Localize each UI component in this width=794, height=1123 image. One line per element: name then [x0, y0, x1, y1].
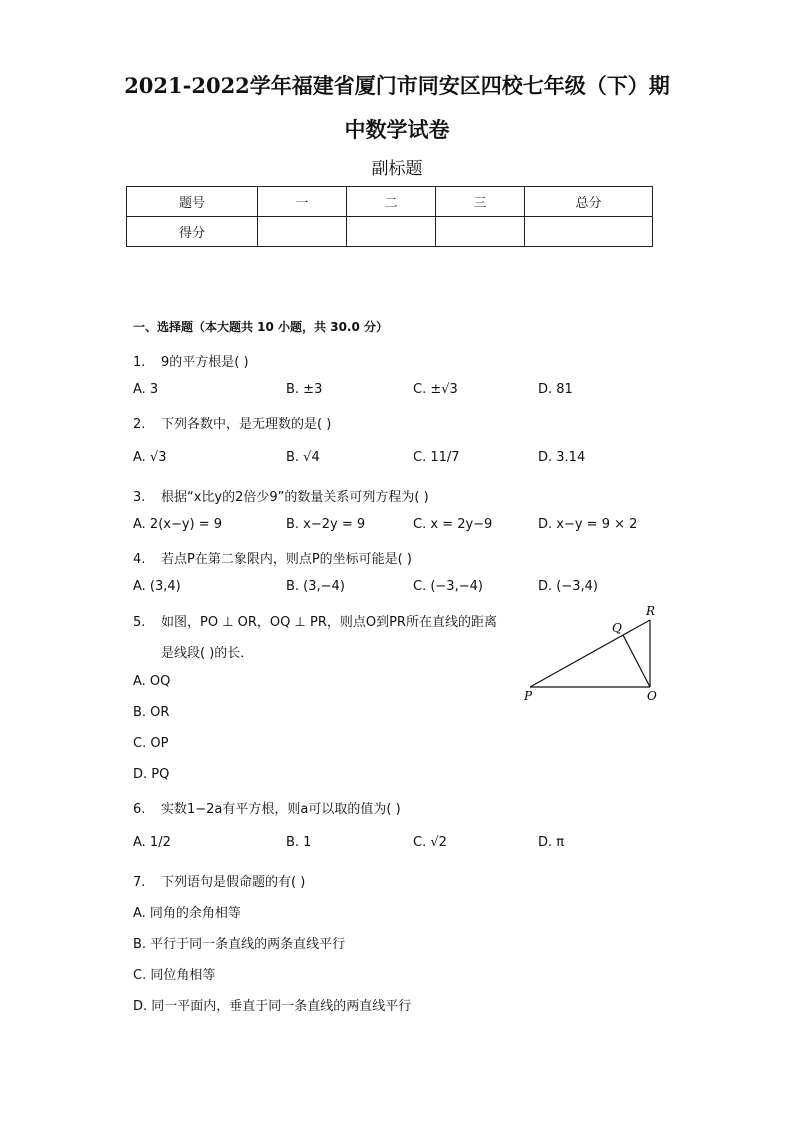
score-cell: [525, 217, 653, 247]
question-number: 4.: [133, 552, 146, 567]
question-7: [133, 871, 305, 890]
q6-option-c: C. √2: [413, 835, 447, 850]
score-header-cell: 二: [347, 187, 436, 217]
q5-option-c: C. OP: [133, 736, 169, 751]
q6-option-d: D. π: [538, 835, 565, 850]
question-5-continued: 是线段( )的长．: [161, 646, 254, 661]
question-4: [133, 548, 412, 567]
score-table: [126, 186, 653, 247]
score-header-cell: 一: [258, 187, 347, 217]
page-title-line2: 中数学试卷: [344, 117, 450, 142]
q1-option-d: D. 81: [538, 382, 573, 397]
q3-option-b: B. x−2y = 9: [286, 517, 366, 532]
q7-option-b: B. 平行于同一条直线的两条直线平行: [133, 937, 346, 952]
score-table-header-row: [127, 187, 653, 217]
q5-option-a: A. OQ: [133, 674, 171, 689]
q5-option-b: B. OR: [133, 705, 170, 720]
question-number: 2.: [133, 417, 146, 432]
q1-option-c: C. ±√3: [413, 382, 458, 397]
question-number: 5.: [133, 615, 146, 630]
segment-oq: [623, 635, 650, 687]
section-heading: 一、选择题（本大题共 10 小题，共 30.0 分）: [133, 320, 389, 334]
question-6: [133, 798, 401, 817]
question-text: 根据“x比y的2倍少9”的数量关系可列方程为( ): [161, 490, 429, 505]
q2-option-c: C. 11/7: [413, 450, 460, 465]
q4-option-b: B. (3,−4): [286, 579, 345, 594]
q6-option-a: A. 1/2: [133, 835, 171, 850]
question-1: [133, 351, 249, 370]
score-cell: [436, 217, 525, 247]
score-cell: [347, 217, 436, 247]
q5-option-d: D. PQ: [133, 767, 170, 782]
score-cell: [258, 217, 347, 247]
question-3: [133, 486, 429, 505]
question-number: 7.: [133, 875, 146, 890]
question-text: 9的平方根是( ): [161, 355, 249, 370]
q2-option-a: A. √3: [133, 450, 167, 465]
q7-option-c: C. 同位角相等: [133, 968, 216, 983]
question-text: 下列语句是假命题的有( ): [161, 875, 306, 890]
question-5: [133, 611, 497, 630]
label-p: P: [524, 689, 533, 703]
q7-option-d: D. 同一平面内，垂直于同一条直线的两直线平行: [133, 999, 412, 1014]
q2-option-d: D. 3.14: [538, 450, 586, 465]
q7-option-a: A. 同角的余角相等: [133, 906, 241, 921]
question-text: 实数1−2a有平方根，则a可以取的值为( ): [161, 802, 401, 817]
score-header-cell: 题号: [127, 187, 258, 217]
q1-option-b: B. ±3: [286, 382, 323, 397]
triangle-figure: [518, 600, 668, 705]
question-text: 若点P在第二象限内，则点P的坐标可能是( ): [161, 552, 412, 567]
score-header-cell: 总分: [525, 187, 653, 217]
q3-option-d: D. x−y = 9 × 2: [538, 517, 638, 532]
label-o: O: [647, 689, 657, 703]
question-text: 下列各数中，是无理数的是( ): [161, 417, 332, 432]
q1-option-a: A. 3: [133, 382, 159, 397]
page-title-line1: 2021-2022学年福建省厦门市同安区四校七年级（下）期: [124, 73, 670, 98]
q3-option-c: C. x = 2y−9: [413, 517, 493, 532]
page-subtitle: 副标题: [371, 159, 423, 179]
score-table-score-row: [127, 217, 653, 247]
question-text: 如图，PO ⊥ OR，OQ ⊥ PR，则点O到PR所在直线的距离: [161, 615, 497, 630]
question-2: [133, 413, 331, 432]
q4-option-d: D. (−3,4): [538, 579, 598, 594]
question-number: 6.: [133, 802, 146, 817]
q3-option-a: A. 2(x−y) = 9: [133, 517, 223, 532]
q4-option-a: A. (3,4): [133, 579, 181, 594]
q2-option-b: B. √4: [286, 450, 320, 465]
q6-option-b: B. 1: [286, 835, 312, 850]
q4-option-c: C. (−3,−4): [413, 579, 483, 594]
score-header-cell: 三: [436, 187, 525, 217]
question-number: 3.: [133, 490, 146, 505]
question-number: 1.: [133, 355, 146, 370]
label-q: Q: [612, 621, 622, 635]
label-r: R: [646, 604, 656, 618]
score-row-label: 得分: [127, 217, 258, 247]
